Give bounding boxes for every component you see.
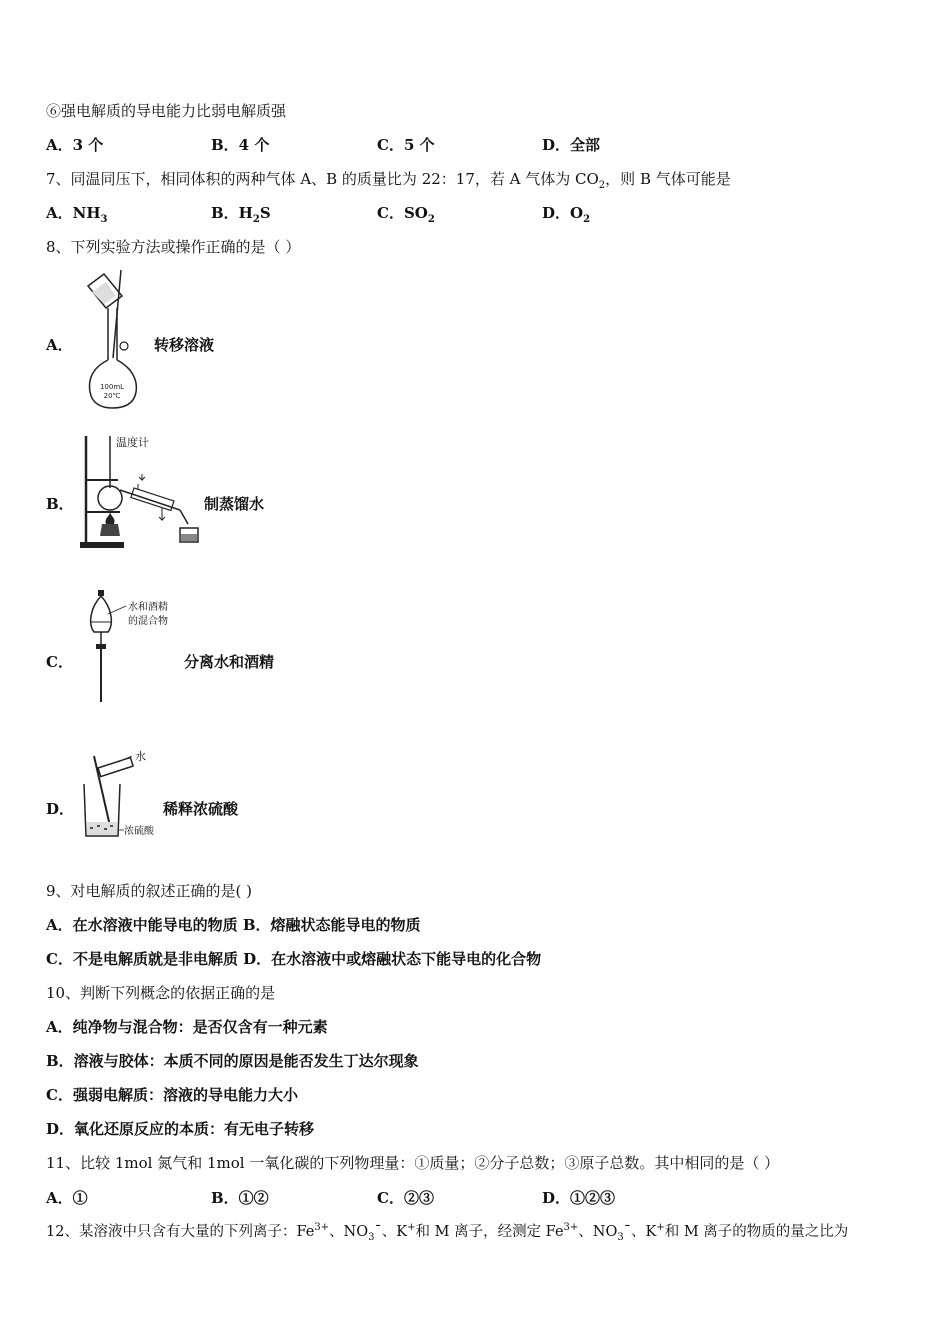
thermometer-label: 温度计: [116, 436, 149, 449]
q9-stem: 9、对电解质的叙述正确的是( ): [46, 882, 253, 900]
q9-options-line1: A．在水溶液中能导电的物质 B．熔融状态能导电的物质: [46, 916, 421, 934]
q7-option-c: C．$SO_2$: [377, 204, 435, 225]
q8-option-d-caption: 稀释浓硫酸: [163, 800, 239, 818]
q8-stem: 8、下列实验方法或操作正确的是（ ）: [46, 238, 301, 256]
q7-stem: 7、同温同压下，相同体积的两种气体 A、B 的质量比为 22：17，若 A 气体为 $CO_2$，则 B 气体可能是: [46, 170, 731, 191]
q11-option-b: B．①②: [211, 1189, 269, 1207]
separatory-funnel-figure: [86, 588, 186, 708]
q6-option-c: C．5 个: [377, 136, 435, 154]
q7-option-b: B．$H_2S$: [211, 204, 271, 225]
q7-option-a: A．$NH_3$: [46, 204, 108, 225]
q8-option-c-label: C．: [46, 653, 73, 671]
q9-options-line2: C．不是电解质就是非电解质 D．在水溶液中或熔融状态下能导电的化合物: [46, 950, 542, 968]
water-label: 水: [135, 750, 146, 763]
q10-option-c: C．强弱电解质：溶液的导电能力大小: [46, 1086, 298, 1104]
q11-option-c: C．②③: [377, 1189, 434, 1207]
mixture-label-line2: 的混合物: [128, 616, 168, 627]
dilution-beaker-figure: [78, 748, 164, 842]
q10-option-a: A．纯净物与混合物：是否仅含有一种元素: [46, 1018, 328, 1036]
q8-option-a-caption: 转移溶液: [154, 336, 215, 354]
q11-option-a: A．①: [46, 1189, 88, 1207]
q10-stem: 10、判断下列概念的依据正确的是: [46, 984, 276, 1002]
q8-option-c-caption: 分离水和酒精: [184, 653, 275, 671]
q10-option-d: D．氧化还原反应的本质：有无电子转移: [46, 1120, 315, 1138]
acid-label: 浓硫酸: [124, 826, 154, 837]
q6-option-d: D．全部: [542, 136, 601, 154]
mixture-label-line1: 水和酒精: [128, 602, 168, 613]
flask-temp-text: 20℃: [103, 392, 121, 400]
flask-volume-text: 100mL: [99, 383, 125, 391]
q10-option-b: B．溶液与胶体：本质不同的原因是能否发生丁达尔现象: [46, 1052, 419, 1070]
distillation-apparatus-figure: [76, 432, 202, 552]
q11-option-d: D．①②③: [542, 1189, 616, 1207]
q8-option-a-label: A．: [46, 336, 73, 354]
volumetric-flask-figure: [84, 268, 144, 410]
q8-option-d-label: D．: [46, 800, 75, 818]
q11-stem: 11、比较 1mol 氮气和 1mol 一氧化碳的下列物理量：①质量；②分子总数；③原子总数。其中相同的是（ ）: [46, 1154, 780, 1172]
q6-item6: ⑥强电解质的导电能力比弱电解质强: [46, 102, 287, 120]
q12-stem: 12、某溶液中只含有大量的下列离子：$Fe^{3+}$、$NO_3¯$、K+和 M 离子，经测定 $Fe^{3+}$、$NO_3¯$、K+和 M 离子的物质的量之比为: [46, 1222, 849, 1243]
q8-option-b-caption: 制蒸馏水: [204, 495, 265, 513]
q7-option-d: D．$O_2$: [542, 204, 591, 225]
q6-option-b: B．4 个: [211, 136, 270, 154]
q6-option-a: A．3 个: [46, 136, 104, 154]
q8-option-b-label: B．: [46, 495, 74, 513]
